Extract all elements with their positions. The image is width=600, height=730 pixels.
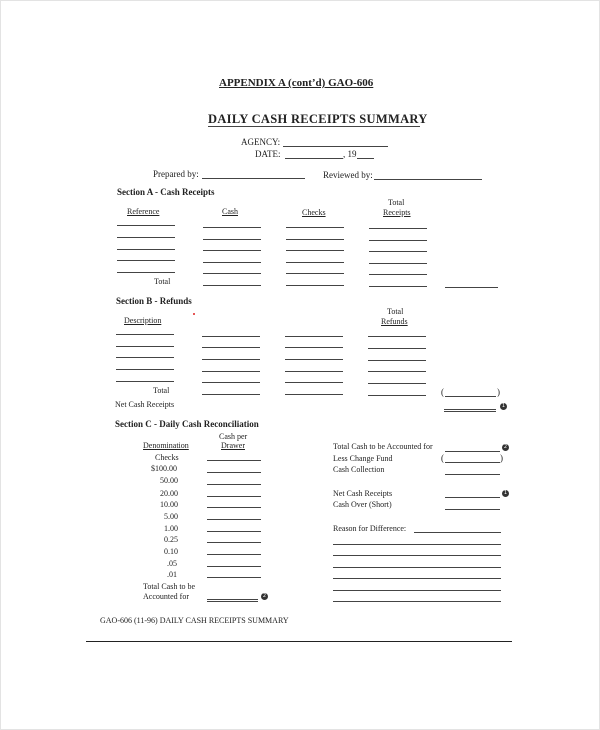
drawer-field[interactable] — [207, 496, 261, 497]
red-dot — [193, 313, 195, 315]
change-paren-open: ( — [441, 453, 444, 463]
denomination-label: 10.00 — [160, 500, 178, 509]
total-refunds-total-line[interactable] — [368, 395, 426, 396]
marker-3-icon: 2 — [503, 444, 508, 450]
refund-checks-line[interactable] — [285, 336, 343, 337]
ref-line[interactable] — [117, 260, 175, 261]
reason-line[interactable] — [333, 544, 501, 545]
change-paren-close: ) — [500, 453, 503, 463]
cash-line[interactable] — [203, 262, 261, 263]
reason-line[interactable] — [414, 532, 501, 533]
refund-checks-line[interactable] — [285, 382, 343, 383]
reason-line[interactable] — [333, 578, 501, 579]
total-receipts-total-line[interactable] — [369, 286, 427, 287]
col-total-a-1: Total — [388, 198, 405, 207]
col-description: Description — [124, 316, 162, 325]
over-short-label: Cash Over (Short) — [333, 500, 392, 509]
over-short-field[interactable] — [445, 509, 500, 510]
reason-label: Reason for Difference: — [333, 524, 407, 533]
reviewed-by-label: Reviewed by: — [323, 170, 373, 180]
refund-paren-open: ( — [441, 387, 444, 397]
marker-2-icon: 2 — [262, 593, 267, 599]
less-change-fund-field[interactable] — [445, 462, 500, 463]
drawer-field[interactable] — [207, 542, 261, 543]
section-a-total-label: Total — [154, 277, 171, 286]
denomination-label: Checks — [155, 453, 179, 462]
agency-label: AGENCY: — [241, 137, 281, 147]
desc-line[interactable] — [116, 334, 174, 335]
net-cash-receipts-label: Net Cash Receipts — [115, 400, 175, 409]
ref-line[interactable] — [117, 237, 175, 238]
refund-cash-line[interactable] — [202, 382, 260, 383]
date-field[interactable] — [285, 158, 343, 159]
refund-paren-close: ) — [497, 387, 500, 397]
drawer-field[interactable] — [207, 531, 261, 532]
total-receipts-line[interactable] — [369, 251, 427, 252]
col-checks: Checks — [302, 208, 326, 217]
section-b-total-label: Total — [153, 386, 170, 395]
total-refunds-line[interactable] — [368, 371, 426, 372]
refund-cash-total-line[interactable] — [202, 394, 260, 395]
denomination-label: 20.00 — [160, 489, 178, 498]
checks-line[interactable] — [286, 239, 344, 240]
reason-line[interactable] — [333, 567, 501, 568]
denomination-label: 0.10 — [164, 547, 178, 556]
denomination-label: 50.00 — [160, 476, 178, 485]
net-cash-receipts-field[interactable] — [444, 409, 496, 410]
col-total-b-2: Refunds — [381, 317, 408, 326]
total-refunds-line[interactable] — [368, 336, 426, 337]
refund-cash-line[interactable] — [202, 359, 260, 360]
col-total-a-2: Receipts — [383, 208, 411, 217]
drawer-field[interactable] — [207, 519, 261, 520]
total-receipts-line[interactable] — [369, 263, 427, 264]
checks-line[interactable] — [286, 273, 344, 274]
total-refunds-line[interactable] — [368, 348, 426, 349]
date-label: DATE: — [255, 149, 281, 159]
total-cash-label-2: Accounted for — [143, 592, 189, 601]
col-reference: Reference — [127, 207, 160, 216]
cash-collection-field[interactable] — [445, 474, 500, 475]
drawer-total-field-2 — [207, 601, 258, 602]
date-year-field[interactable] — [357, 158, 374, 159]
grand-total-a-line[interactable] — [445, 287, 498, 288]
cash-line[interactable] — [203, 239, 261, 240]
section-a-title: Section A - Cash Receipts — [117, 187, 215, 197]
total-receipts-line[interactable] — [369, 240, 427, 241]
prepared-by-field[interactable] — [202, 178, 305, 179]
denomination-label: .05 — [167, 559, 177, 568]
ref-line[interactable] — [117, 272, 175, 273]
total-accounted-label: Total Cash to be Accounted for — [333, 442, 433, 451]
drawer-field[interactable] — [207, 577, 261, 578]
desc-line[interactable] — [116, 369, 174, 370]
refund-checks-line[interactable] — [285, 371, 343, 372]
reason-line[interactable] — [333, 601, 501, 602]
form-footer: GAO-606 (11-96) DAILY CASH RECEIPTS SUMMARY — [100, 616, 289, 625]
cash-collection-label: Cash Collection — [333, 465, 385, 474]
total-refunds-line[interactable] — [368, 383, 426, 384]
marker-4-icon: 1 — [503, 490, 508, 496]
col-cash: Cash — [222, 207, 238, 216]
reason-line[interactable] — [333, 555, 501, 556]
refund-total-field[interactable] — [445, 396, 496, 397]
drawer-field[interactable] — [207, 460, 261, 461]
col-denomination: Denomination — [143, 441, 189, 450]
reason-line[interactable] — [333, 590, 501, 591]
section-c-title: Section C - Daily Cash Reconciliation — [115, 419, 259, 429]
reviewed-by-field[interactable] — [374, 179, 482, 180]
refund-cash-line[interactable] — [202, 336, 260, 337]
cash-line[interactable] — [203, 227, 261, 228]
total-receipts-line[interactable] — [369, 228, 427, 229]
title-underline — [208, 126, 420, 127]
cash-line[interactable] — [203, 273, 261, 274]
ref-line[interactable] — [117, 249, 175, 250]
col-total-b-1: Total — [387, 307, 404, 316]
drawer-field[interactable] — [207, 566, 261, 567]
total-cash-label-1: Total Cash to be — [143, 582, 196, 591]
appendix-header: APPENDIX A (cont’d) GAO-606 — [219, 77, 374, 89]
checks-line[interactable] — [286, 227, 344, 228]
col-cash-per-1: Cash per — [219, 432, 248, 441]
denomination-label: 0.25 — [164, 535, 178, 544]
less-change-fund-label: Less Change Fund — [333, 454, 393, 463]
drawer-field[interactable] — [207, 554, 261, 555]
refund-checks-line[interactable] — [285, 347, 343, 348]
desc-line[interactable] — [116, 381, 174, 382]
net-receipts-field[interactable] — [445, 497, 500, 498]
net-receipts-label: Net Cash Receipts — [333, 489, 393, 498]
refund-cash-line[interactable] — [202, 371, 260, 372]
marker-1-icon: 1 — [501, 403, 506, 409]
denomination-label: $100.00 — [151, 464, 177, 473]
form-title: DAILY CASH RECEIPTS SUMMARY — [208, 112, 428, 126]
refund-checks-line[interactable] — [285, 359, 343, 360]
checks-line[interactable] — [286, 250, 344, 251]
cash-line[interactable] — [203, 250, 261, 251]
total-receipts-line[interactable] — [369, 274, 427, 275]
prepared-by-label: Prepared by: — [153, 169, 199, 179]
cash-total-line[interactable] — [203, 285, 261, 286]
ref-line[interactable] — [117, 225, 175, 226]
denomination-label: 5.00 — [164, 512, 178, 521]
total-accounted-field[interactable] — [445, 451, 500, 452]
denomination-label: 1.00 — [164, 524, 178, 533]
desc-line[interactable] — [116, 346, 174, 347]
drawer-total-field[interactable] — [207, 599, 258, 600]
denomination-label: .01 — [167, 570, 177, 579]
agency-field[interactable] — [283, 146, 388, 147]
section-b-title: Section B - Refunds — [116, 296, 192, 306]
col-cash-per-2: Drawer — [221, 441, 245, 450]
drawer-field[interactable] — [207, 507, 261, 508]
total-refunds-line[interactable] — [368, 360, 426, 361]
refund-cash-line[interactable] — [202, 347, 260, 348]
net-cash-receipts-field-2 — [444, 411, 496, 412]
checks-line[interactable] — [286, 262, 344, 263]
date-year: , 19 — [343, 149, 357, 159]
bottom-rule — [86, 641, 512, 642]
drawer-field[interactable] — [207, 484, 261, 485]
desc-line[interactable] — [116, 357, 174, 358]
checks-total-line[interactable] — [286, 285, 344, 286]
drawer-field[interactable] — [207, 472, 261, 473]
refund-checks-total-line[interactable] — [285, 394, 343, 395]
